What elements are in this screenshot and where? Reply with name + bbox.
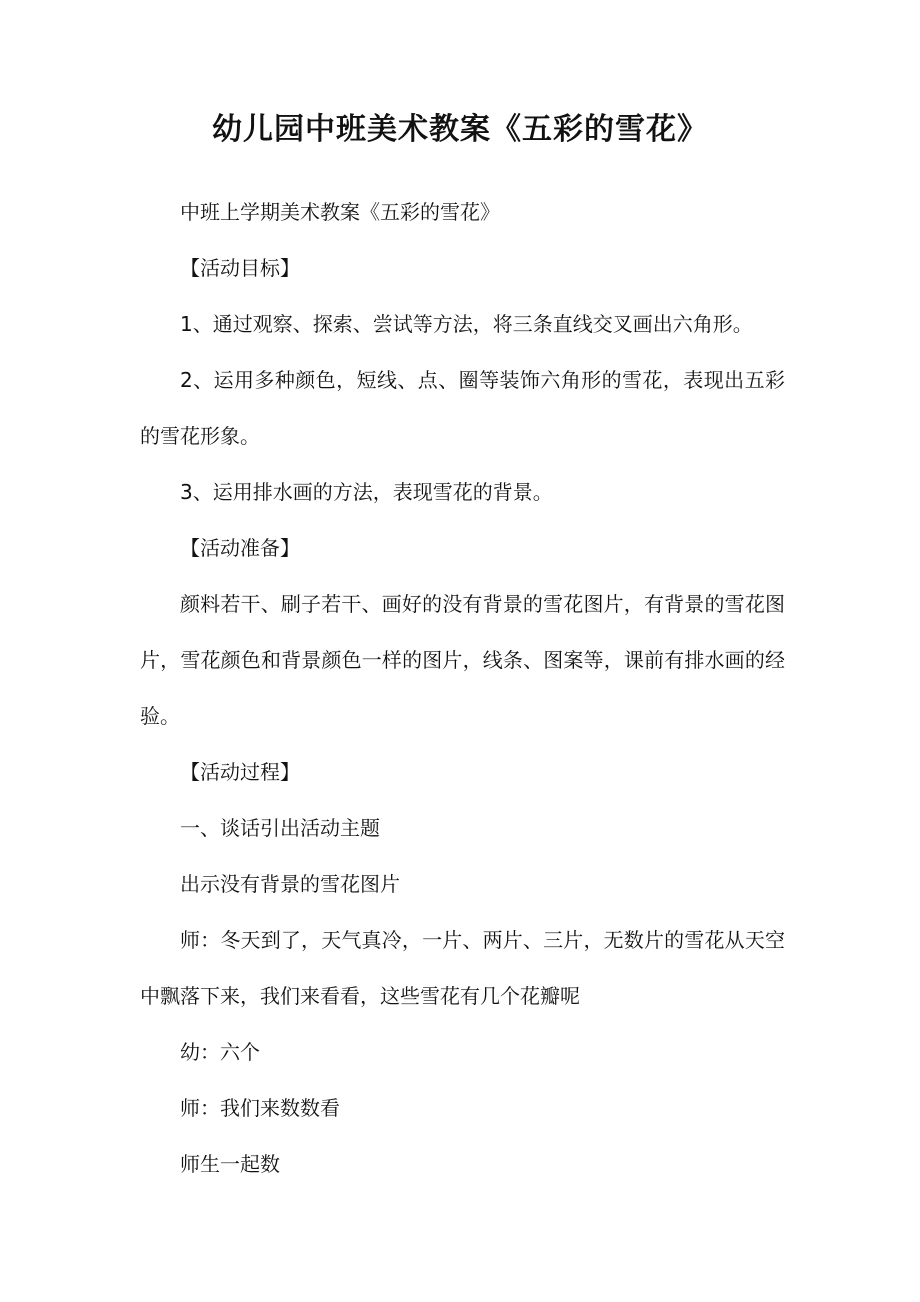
goal-item-3: 3、运用排水画的方法，表现雪花的背景。 <box>180 480 553 504</box>
paragraph-subtitle: 中班上学期美术教案《五彩的雪花》 <box>180 200 500 224</box>
goal-item-2: 2、运用多种颜色，短线、点、圈等装饰六角形的雪花，表现出五彩的雪花形象。 <box>140 368 785 448</box>
goal-item-1: 1、通过观察、探索、尝试等方法，将三条直线交叉画出六角形。 <box>180 312 753 336</box>
heading-activity-goals: 【活动目标】 <box>180 256 300 280</box>
process-step-1: 一、谈话引出活动主题 <box>180 816 380 840</box>
process-note: 师生一起数 <box>180 1152 280 1176</box>
heading-activity-process: 【活动过程】 <box>180 760 300 784</box>
preparation-text: 颜料若干、刷子若干、画好的没有背景的雪花图片，有背景的雪花图片，雪花颜色和背景颜色一样的图片，线条、图案等，课前有排水画的经验。 <box>140 592 785 728</box>
process-instruction: 出示没有背景的雪花图片 <box>180 872 400 896</box>
teacher-dialogue-1: 师：冬天到了，天气真冷，一片、两片、三片，无数片的雪花从天空中飘落下来，我们来看看，这些雪花有几个花瓣呢 <box>140 928 785 1008</box>
teacher-dialogue-2: 师：我们来数数看 <box>180 1096 340 1120</box>
heading-activity-preparation: 【活动准备】 <box>180 536 300 560</box>
child-dialogue-1: 幼：六个 <box>180 1040 260 1064</box>
document-title: 幼儿园中班美术教案《五彩的雪花》 <box>212 112 708 147</box>
